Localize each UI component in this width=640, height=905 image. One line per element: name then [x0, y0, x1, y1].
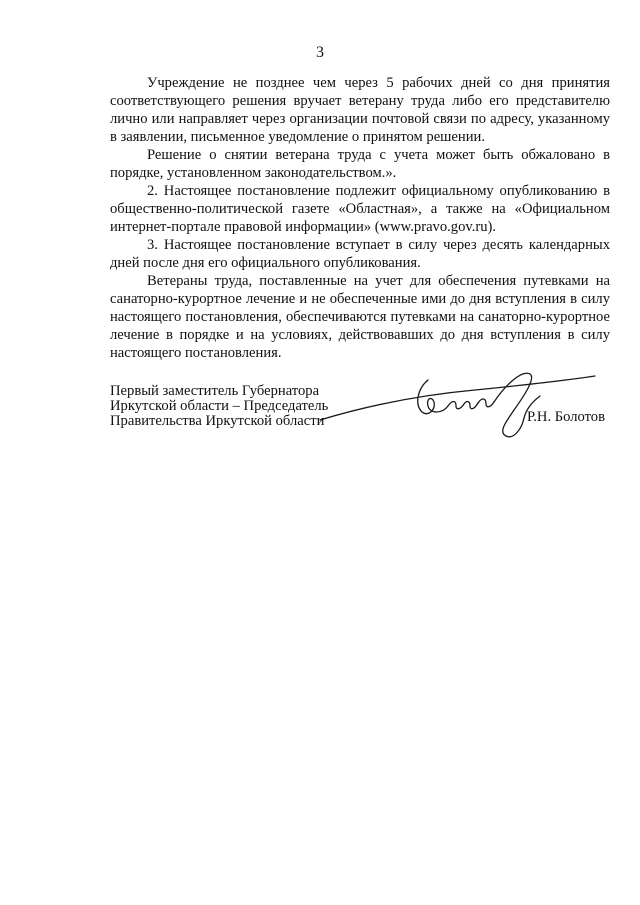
signatory-title-line: Правительства Иркутской области — [110, 413, 325, 429]
signature-block — [110, 384, 610, 454]
signatory-name: Р.Н. Болотов — [526, 409, 605, 425]
page-number: 3 — [316, 44, 324, 61]
signatory-title-line: Иркутской области – Председатель — [110, 398, 329, 414]
paragraph-appeal: Решение о снятии ветерана труда с учета может быть обжаловано в порядке, установленном законодательством.». — [110, 147, 610, 181]
document-body — [110, 74, 610, 362]
signatory-title-line: Первый заместитель Губернатора — [110, 383, 320, 399]
paragraph-veterans: Ветераны труда, поставленные на учет для обеспечения путевками на санаторно-курортное лечение и не обеспеченные ими до дня вступления в силу настоящего постановления, обеспечиваются путевками на санаторно-курортное лечение в порядке и на условиях, действовавших до дня вступления в силу настоящего постановления. — [110, 273, 610, 361]
paragraph-publication: 2. Настоящее постановление подлежит официальному опубликованию в общественно-политической газете «Областная», а также на «Официальном интернет-портале правовой информации» (www.pravo.gov.ru). — [110, 183, 610, 235]
paragraph-notification: Учреждение не позднее чем через 5 рабочих дней со дня принятия соответствующего решения вручает ветерану труда либо его представителю лично или направляет через организации почтовой связи по адресу, указанному в заявлении, письменное уведомление о принятом решении. — [110, 75, 610, 145]
paragraph-effective-date: 3. Настоящее постановление вступает в силу через десять календарных дней после дня его официального опубликования. — [110, 237, 610, 271]
